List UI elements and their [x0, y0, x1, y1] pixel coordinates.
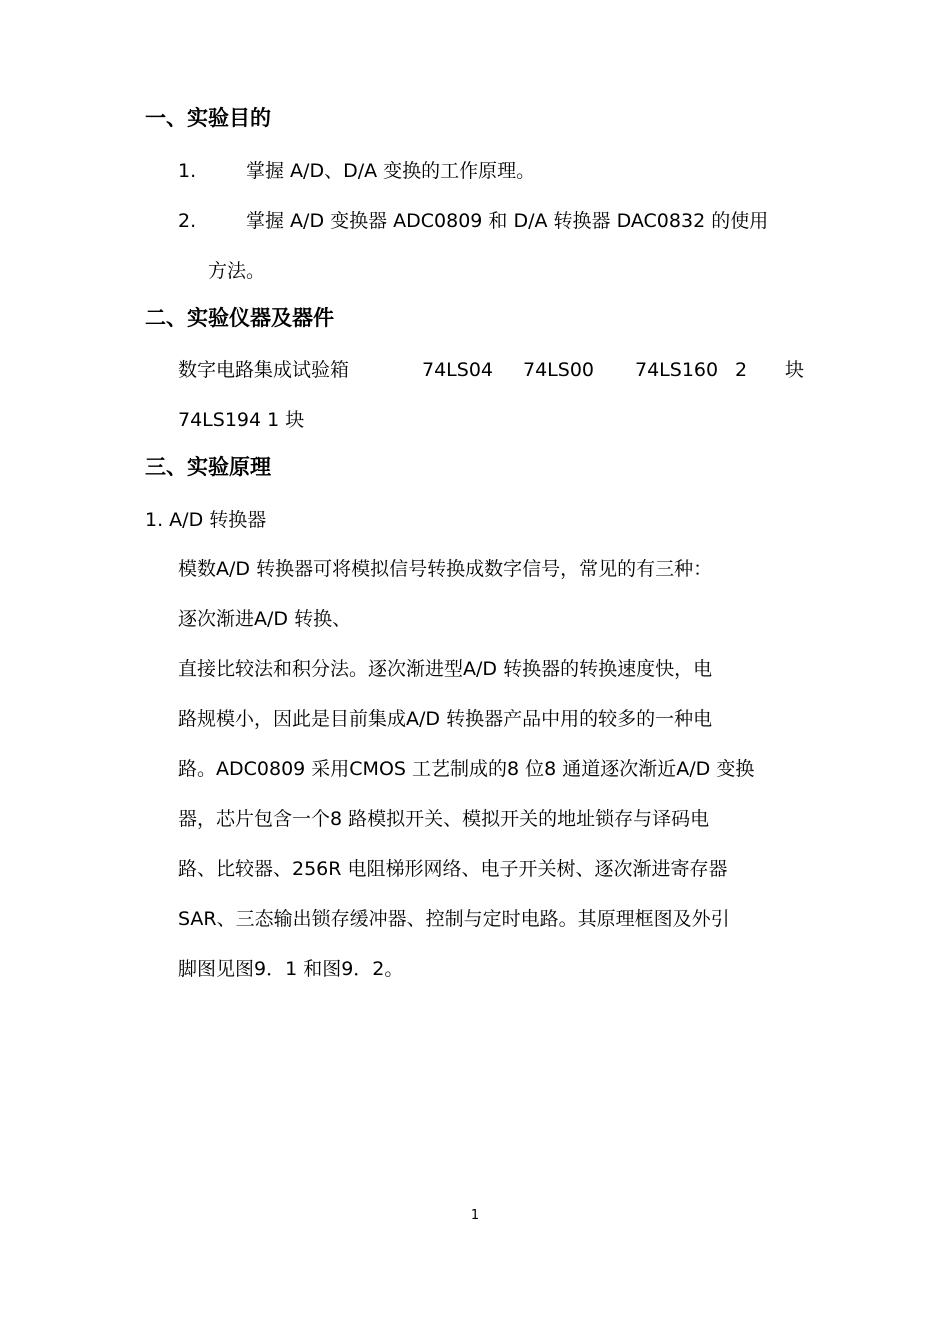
equipment-item: 2 — [735, 359, 748, 381]
equipment-item: 块 — [785, 359, 805, 381]
subheading-ad-converter: 1. A/D 转换器 — [145, 509, 267, 531]
list-item-number: 2. — [178, 210, 197, 232]
list-item-text-continuation: 方法。 — [208, 260, 266, 282]
paragraph-line: 路。ADC0809 采用CMOS 工艺制成的8 位8 通道逐次渐近A/D 变换 — [178, 758, 755, 780]
list-item — [178, 158, 196, 184]
paragraph-line: 路规模小，因此是目前集成A/D 转换器产品中用的较多的一种电 — [178, 708, 713, 730]
list-item-text: 掌握 A/D 变换器 ADC0809 和 D/A 转换器 DAC0832 的使用 — [246, 210, 769, 232]
paragraph-line: 器，芯片包含一个8 路模拟开关、模拟开关的地址锁存与译码电 — [178, 808, 710, 830]
equipment-item: 74LS00 — [523, 359, 594, 381]
paragraph-line: 路、比较器、256R 电阻梯形网络、电子开关树、逐次渐进寄存器 — [178, 858, 728, 880]
equipment-item: 数字电路集成试验箱 — [178, 359, 350, 381]
list-item-text: 掌握 A/D、D/A 变换的工作原理。 — [246, 160, 536, 182]
section-heading-principle: 三、实验原理 — [145, 455, 271, 479]
section-heading-equipment: 二、实验仪器及器件 — [145, 306, 334, 330]
list-item — [178, 208, 196, 234]
page-number: 1 — [470, 1208, 480, 1223]
list-item-number: 1. — [178, 160, 197, 182]
section-heading-purpose: 一、实验目的 — [145, 106, 271, 130]
paragraph-line: 脚图见图9．1 和图9．2。 — [178, 958, 404, 980]
paragraph-line: 直接比较法和积分法。逐次渐进型A/D 转换器的转换速度快，电 — [178, 658, 713, 680]
equipment-item: 74LS04 — [422, 359, 493, 381]
paragraph-line: 逐次渐进A/D 转换、 — [178, 608, 352, 630]
paragraph-line: SAR、三态输出锁存缓冲器、控制与定时电路。其原理框图及外引 — [178, 908, 730, 930]
paragraph-line: 模数A/D 转换器可将模拟信号转换成数字信号，常见的有三种： — [178, 558, 713, 580]
equipment-line-2: 74LS194 1 块 — [178, 409, 305, 431]
equipment-item: 74LS160 — [635, 359, 719, 381]
